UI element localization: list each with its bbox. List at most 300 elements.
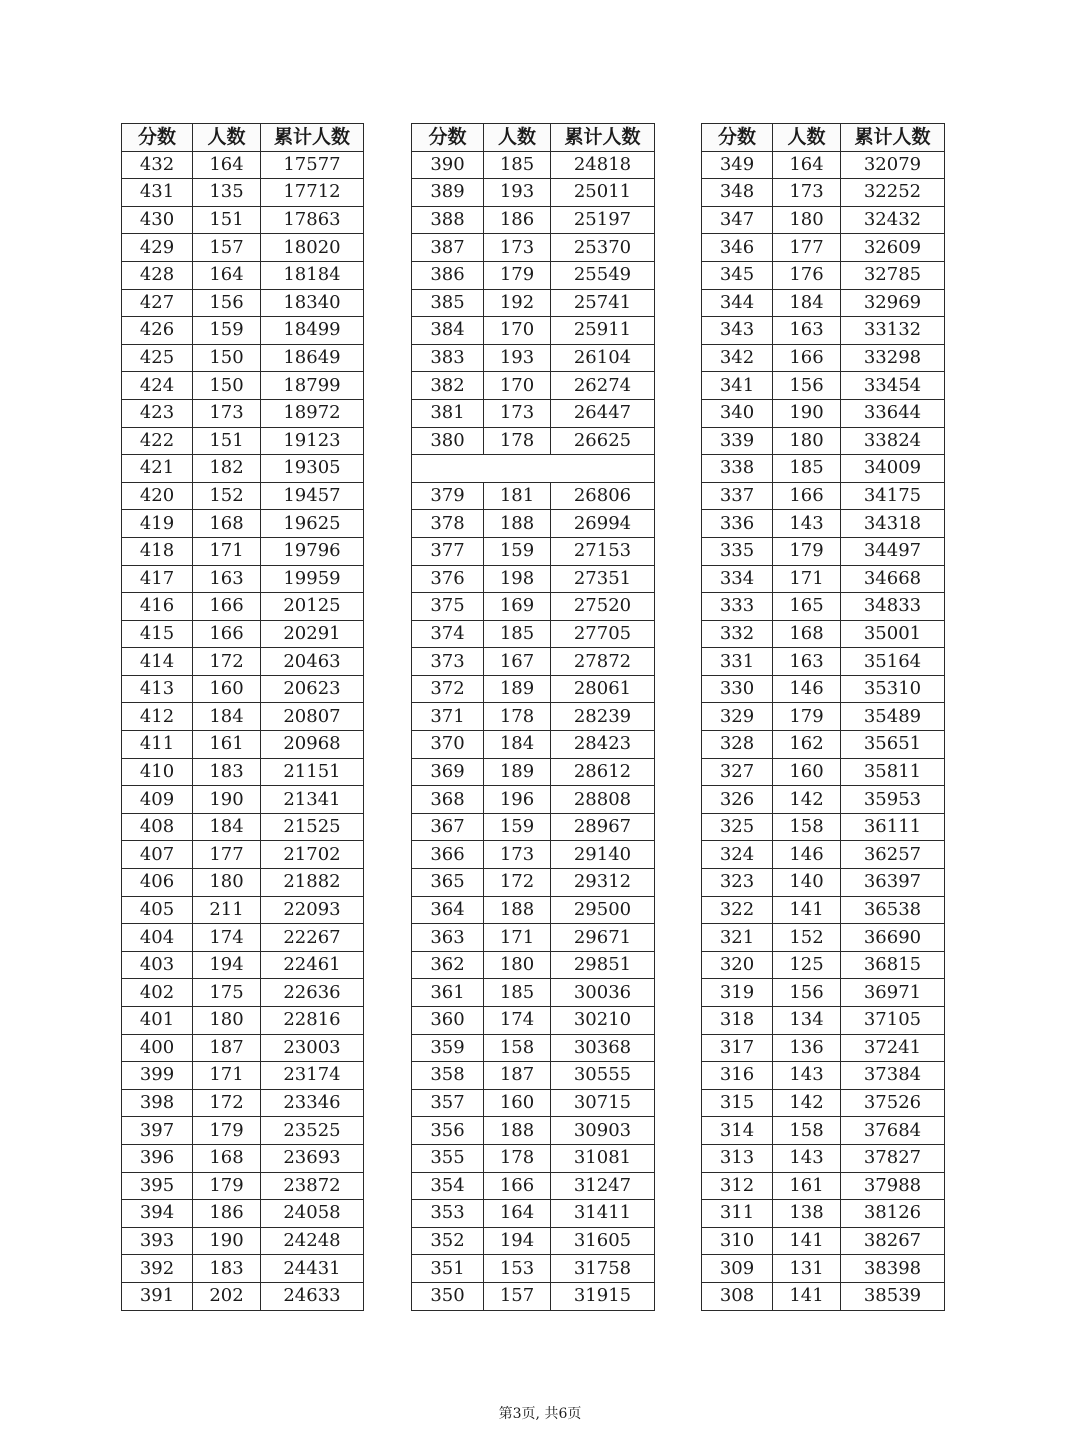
page-number-footer: 第3页, 共6页 bbox=[498, 1406, 582, 1422]
cumulative-cell: 18799 bbox=[261, 372, 364, 400]
count-cell: 180 bbox=[193, 1007, 261, 1035]
cumulative-cell: 21525 bbox=[261, 813, 364, 841]
score-cell: 326 bbox=[702, 786, 773, 814]
cumulative-cell: 25197 bbox=[551, 206, 655, 234]
cumulative-cell: 37684 bbox=[841, 1117, 945, 1145]
count-cell: 159 bbox=[193, 317, 261, 345]
table-row bbox=[122, 841, 364, 869]
table-row bbox=[122, 482, 364, 510]
cumulative-cell: 26806 bbox=[551, 482, 655, 510]
table-row bbox=[702, 813, 945, 841]
cumulative-cell: 29500 bbox=[551, 896, 655, 924]
count-cell: 152 bbox=[773, 924, 841, 952]
table-row bbox=[702, 841, 945, 869]
table-row bbox=[412, 1089, 655, 1117]
cumulative-cell: 38267 bbox=[841, 1227, 945, 1255]
score-cell: 363 bbox=[412, 924, 484, 952]
score-cell: 340 bbox=[702, 399, 773, 427]
cumulative-cell: 26625 bbox=[551, 427, 655, 455]
count-cell: 161 bbox=[773, 1172, 841, 1200]
count-cell: 171 bbox=[193, 1062, 261, 1090]
count-cell: 190 bbox=[193, 1227, 261, 1255]
table-row bbox=[412, 620, 655, 648]
score-cell: 395 bbox=[122, 1172, 193, 1200]
count-cell: 158 bbox=[773, 813, 841, 841]
count-cell: 198 bbox=[484, 565, 551, 593]
table-row bbox=[702, 675, 945, 703]
score-cell: 413 bbox=[122, 675, 193, 703]
cumulative-cell: 19959 bbox=[261, 565, 364, 593]
table-row bbox=[702, 455, 945, 483]
cumulative-cell: 29671 bbox=[551, 924, 655, 952]
count-cell: 166 bbox=[193, 620, 261, 648]
count-cell: 163 bbox=[193, 565, 261, 593]
count-cell: 143 bbox=[773, 1062, 841, 1090]
table-row bbox=[122, 1172, 364, 1200]
score-cell: 421 bbox=[122, 455, 193, 483]
count-cell: 160 bbox=[484, 1089, 551, 1117]
score-cell: 423 bbox=[122, 399, 193, 427]
count-cell: 174 bbox=[193, 924, 261, 952]
score-cell: 333 bbox=[702, 593, 773, 621]
table-row bbox=[412, 289, 655, 317]
table-row bbox=[702, 648, 945, 676]
cumulative-cell: 36257 bbox=[841, 841, 945, 869]
count-cell: 163 bbox=[773, 648, 841, 676]
score-cell: 400 bbox=[122, 1034, 193, 1062]
cumulative-cell: 27705 bbox=[551, 620, 655, 648]
score-cell: 409 bbox=[122, 786, 193, 814]
table-row bbox=[702, 1117, 945, 1145]
cumulative-cell: 24248 bbox=[261, 1227, 364, 1255]
score-cell: 323 bbox=[702, 869, 773, 897]
cumulative-cell: 18499 bbox=[261, 317, 364, 345]
table-row bbox=[702, 1089, 945, 1117]
cumulative-cell: 25549 bbox=[551, 261, 655, 289]
count-cell: 162 bbox=[773, 731, 841, 759]
count-cell: 164 bbox=[773, 151, 841, 179]
count-cell: 170 bbox=[484, 372, 551, 400]
score-cell: 357 bbox=[412, 1089, 484, 1117]
cumulative-cell: 27351 bbox=[551, 565, 655, 593]
score-cell: 394 bbox=[122, 1200, 193, 1228]
cumulative-cell: 23693 bbox=[261, 1144, 364, 1172]
count-cell: 189 bbox=[484, 675, 551, 703]
count-cell: 171 bbox=[773, 565, 841, 593]
cumulative-cell: 30903 bbox=[551, 1117, 655, 1145]
cumulative-cell: 23346 bbox=[261, 1089, 364, 1117]
count-cell: 178 bbox=[484, 703, 551, 731]
cumulative-cell: 23003 bbox=[261, 1034, 364, 1062]
cumulative-cell: 32785 bbox=[841, 261, 945, 289]
table-header-row bbox=[412, 124, 655, 152]
table-row bbox=[122, 1007, 364, 1035]
score-cell: 390 bbox=[412, 151, 484, 179]
count-cell: 156 bbox=[193, 289, 261, 317]
count-cell: 168 bbox=[193, 510, 261, 538]
count-cell: 181 bbox=[484, 482, 551, 510]
table-row bbox=[702, 731, 945, 759]
table-row bbox=[122, 206, 364, 234]
table-row bbox=[412, 234, 655, 262]
count-cell: 169 bbox=[484, 593, 551, 621]
table-row bbox=[122, 565, 364, 593]
table-row bbox=[122, 620, 364, 648]
table-row bbox=[702, 261, 945, 289]
table-row bbox=[702, 1282, 945, 1310]
cumulative-cell: 19457 bbox=[261, 482, 364, 510]
count-cell: 134 bbox=[773, 1007, 841, 1035]
count-cell: 135 bbox=[193, 179, 261, 207]
cumulative-cell: 23525 bbox=[261, 1117, 364, 1145]
table-row bbox=[412, 179, 655, 207]
cumulative-cell: 20125 bbox=[261, 593, 364, 621]
count-cell: 180 bbox=[773, 206, 841, 234]
table-row bbox=[702, 399, 945, 427]
table-row bbox=[122, 510, 364, 538]
cumulative-cell: 27872 bbox=[551, 648, 655, 676]
cumulative-cell: 19796 bbox=[261, 537, 364, 565]
table-row bbox=[412, 786, 655, 814]
cumulative-cell: 34833 bbox=[841, 593, 945, 621]
table-row bbox=[702, 1144, 945, 1172]
count-cell: 166 bbox=[773, 482, 841, 510]
table-row bbox=[122, 703, 364, 731]
table-row bbox=[702, 206, 945, 234]
score-cell: 353 bbox=[412, 1200, 484, 1228]
cumulative-cell: 32252 bbox=[841, 179, 945, 207]
count-cell: 177 bbox=[773, 234, 841, 262]
count-cell: 183 bbox=[193, 1255, 261, 1283]
score-cell: 425 bbox=[122, 344, 193, 372]
table-row bbox=[122, 1034, 364, 1062]
count-cell: 141 bbox=[773, 1227, 841, 1255]
score-cell: 416 bbox=[122, 593, 193, 621]
cumulative-cell: 23174 bbox=[261, 1062, 364, 1090]
count-cell: 188 bbox=[484, 896, 551, 924]
table-row bbox=[412, 399, 655, 427]
score-cell: 414 bbox=[122, 648, 193, 676]
score-cell: 389 bbox=[412, 179, 484, 207]
cumulative-cell: 31915 bbox=[551, 1282, 655, 1310]
score-cell: 366 bbox=[412, 841, 484, 869]
table-row bbox=[122, 261, 364, 289]
cumulative-cell: 35489 bbox=[841, 703, 945, 731]
score-cell: 432 bbox=[122, 151, 193, 179]
table-row bbox=[702, 537, 945, 565]
table-row bbox=[412, 1144, 655, 1172]
table-row bbox=[122, 399, 364, 427]
cumulative-cell: 34175 bbox=[841, 482, 945, 510]
header-count: 人数 bbox=[484, 124, 551, 152]
table-row bbox=[412, 813, 655, 841]
score-cell: 402 bbox=[122, 979, 193, 1007]
cumulative-cell: 22093 bbox=[261, 896, 364, 924]
header-cumulative: 累计人数 bbox=[841, 124, 945, 152]
table-row bbox=[122, 648, 364, 676]
count-cell: 173 bbox=[484, 399, 551, 427]
count-cell: 173 bbox=[484, 841, 551, 869]
cumulative-cell: 19123 bbox=[261, 427, 364, 455]
cumulative-cell: 26274 bbox=[551, 372, 655, 400]
count-cell: 165 bbox=[773, 593, 841, 621]
score-cell: 331 bbox=[702, 648, 773, 676]
table-row bbox=[412, 1034, 655, 1062]
table-row bbox=[412, 841, 655, 869]
score-cell: 315 bbox=[702, 1089, 773, 1117]
count-cell: 180 bbox=[484, 951, 551, 979]
count-cell: 184 bbox=[193, 813, 261, 841]
count-cell: 188 bbox=[484, 1117, 551, 1145]
score-cell: 405 bbox=[122, 896, 193, 924]
count-cell: 172 bbox=[193, 1089, 261, 1117]
cumulative-cell: 36690 bbox=[841, 924, 945, 952]
score-table-3 bbox=[701, 123, 945, 1311]
table-row bbox=[412, 896, 655, 924]
count-cell: 158 bbox=[773, 1117, 841, 1145]
cumulative-cell: 20623 bbox=[261, 675, 364, 703]
cumulative-cell: 32432 bbox=[841, 206, 945, 234]
table-row bbox=[702, 979, 945, 1007]
count-cell: 193 bbox=[484, 344, 551, 372]
count-cell: 178 bbox=[484, 1144, 551, 1172]
count-cell: 177 bbox=[193, 841, 261, 869]
count-cell: 164 bbox=[484, 1200, 551, 1228]
count-cell: 179 bbox=[484, 261, 551, 289]
score-cell: 397 bbox=[122, 1117, 193, 1145]
cumulative-cell: 20291 bbox=[261, 620, 364, 648]
score-cell: 352 bbox=[412, 1227, 484, 1255]
score-cell: 314 bbox=[702, 1117, 773, 1145]
count-cell: 186 bbox=[484, 206, 551, 234]
count-cell: 125 bbox=[773, 951, 841, 979]
cumulative-cell: 27153 bbox=[551, 537, 655, 565]
table-row bbox=[412, 510, 655, 538]
count-cell: 196 bbox=[484, 786, 551, 814]
count-cell: 143 bbox=[773, 1144, 841, 1172]
table-row bbox=[702, 1227, 945, 1255]
table-row bbox=[702, 1172, 945, 1200]
score-cell: 392 bbox=[122, 1255, 193, 1283]
score-cell: 419 bbox=[122, 510, 193, 538]
cumulative-cell: 35953 bbox=[841, 786, 945, 814]
count-cell: 141 bbox=[773, 896, 841, 924]
table-row bbox=[412, 703, 655, 731]
score-cell: 311 bbox=[702, 1200, 773, 1228]
table-row bbox=[702, 924, 945, 952]
table-row bbox=[122, 896, 364, 924]
score-cell: 430 bbox=[122, 206, 193, 234]
score-cell: 377 bbox=[412, 537, 484, 565]
score-cell: 342 bbox=[702, 344, 773, 372]
cumulative-cell: 19625 bbox=[261, 510, 364, 538]
table-row bbox=[702, 482, 945, 510]
count-cell: 164 bbox=[193, 151, 261, 179]
count-cell: 185 bbox=[773, 455, 841, 483]
cumulative-cell: 21882 bbox=[261, 869, 364, 897]
score-cell: 348 bbox=[702, 179, 773, 207]
table-row bbox=[412, 1227, 655, 1255]
cumulative-cell: 26994 bbox=[551, 510, 655, 538]
table-row bbox=[702, 510, 945, 538]
count-cell: 142 bbox=[773, 786, 841, 814]
table-row bbox=[122, 1227, 364, 1255]
table-row bbox=[122, 951, 364, 979]
table-row bbox=[122, 979, 364, 1007]
table-row bbox=[702, 1034, 945, 1062]
count-cell: 156 bbox=[773, 979, 841, 1007]
cumulative-cell: 35310 bbox=[841, 675, 945, 703]
score-cell: 384 bbox=[412, 317, 484, 345]
score-cell: 406 bbox=[122, 869, 193, 897]
score-cell: 371 bbox=[412, 703, 484, 731]
table-row bbox=[412, 1200, 655, 1228]
table-row bbox=[412, 951, 655, 979]
score-cell: 381 bbox=[412, 399, 484, 427]
header-cumulative: 累计人数 bbox=[261, 124, 364, 152]
blank-cell bbox=[412, 455, 655, 483]
table-row bbox=[122, 813, 364, 841]
table-row bbox=[412, 758, 655, 786]
table-row bbox=[412, 151, 655, 179]
count-cell: 187 bbox=[193, 1034, 261, 1062]
score-cell: 393 bbox=[122, 1227, 193, 1255]
cumulative-cell: 31411 bbox=[551, 1200, 655, 1228]
count-cell: 182 bbox=[193, 455, 261, 483]
cumulative-cell: 38539 bbox=[841, 1282, 945, 1310]
count-cell: 152 bbox=[193, 482, 261, 510]
table-row bbox=[702, 1007, 945, 1035]
count-cell: 160 bbox=[773, 758, 841, 786]
cumulative-cell: 18972 bbox=[261, 399, 364, 427]
table-row bbox=[122, 731, 364, 759]
table-row-blank bbox=[412, 455, 655, 483]
score-cell: 341 bbox=[702, 372, 773, 400]
cumulative-cell: 24633 bbox=[261, 1282, 364, 1310]
cumulative-cell: 37526 bbox=[841, 1089, 945, 1117]
score-cell: 365 bbox=[412, 869, 484, 897]
table-row bbox=[412, 317, 655, 345]
score-cell: 313 bbox=[702, 1144, 773, 1172]
cumulative-cell: 27520 bbox=[551, 593, 655, 621]
count-cell: 179 bbox=[773, 703, 841, 731]
score-table-2 bbox=[411, 123, 655, 1311]
cumulative-cell: 22816 bbox=[261, 1007, 364, 1035]
cumulative-cell: 33824 bbox=[841, 427, 945, 455]
count-cell: 173 bbox=[484, 234, 551, 262]
table-row bbox=[702, 289, 945, 317]
score-table-1 bbox=[121, 123, 364, 1311]
count-cell: 156 bbox=[773, 372, 841, 400]
cumulative-cell: 36971 bbox=[841, 979, 945, 1007]
score-cell: 356 bbox=[412, 1117, 484, 1145]
count-cell: 166 bbox=[193, 593, 261, 621]
count-cell: 180 bbox=[773, 427, 841, 455]
cumulative-cell: 21702 bbox=[261, 841, 364, 869]
cumulative-cell: 34318 bbox=[841, 510, 945, 538]
count-cell: 172 bbox=[193, 648, 261, 676]
cumulative-cell: 35651 bbox=[841, 731, 945, 759]
score-cell: 383 bbox=[412, 344, 484, 372]
table-row bbox=[122, 786, 364, 814]
count-cell: 158 bbox=[484, 1034, 551, 1062]
table-row bbox=[122, 1144, 364, 1172]
table-row bbox=[122, 151, 364, 179]
cumulative-cell: 32969 bbox=[841, 289, 945, 317]
score-cell: 312 bbox=[702, 1172, 773, 1200]
count-cell: 193 bbox=[484, 179, 551, 207]
count-cell: 185 bbox=[484, 979, 551, 1007]
score-cell: 327 bbox=[702, 758, 773, 786]
table-row bbox=[412, 537, 655, 565]
cumulative-cell: 24431 bbox=[261, 1255, 364, 1283]
cumulative-cell: 20968 bbox=[261, 731, 364, 759]
count-cell: 131 bbox=[773, 1255, 841, 1283]
cumulative-cell: 24058 bbox=[261, 1200, 364, 1228]
table-row bbox=[702, 234, 945, 262]
cumulative-cell: 30210 bbox=[551, 1007, 655, 1035]
table-row bbox=[702, 951, 945, 979]
score-cell: 375 bbox=[412, 593, 484, 621]
count-cell: 136 bbox=[773, 1034, 841, 1062]
table-row bbox=[122, 1282, 364, 1310]
cumulative-cell: 25370 bbox=[551, 234, 655, 262]
score-cell: 350 bbox=[412, 1282, 484, 1310]
score-cell: 376 bbox=[412, 565, 484, 593]
score-cell: 382 bbox=[412, 372, 484, 400]
count-cell: 157 bbox=[484, 1282, 551, 1310]
count-cell: 173 bbox=[773, 179, 841, 207]
count-cell: 172 bbox=[484, 869, 551, 897]
cumulative-cell: 25911 bbox=[551, 317, 655, 345]
cumulative-cell: 33298 bbox=[841, 344, 945, 372]
score-cell: 415 bbox=[122, 620, 193, 648]
count-cell: 161 bbox=[193, 731, 261, 759]
score-cell: 380 bbox=[412, 427, 484, 455]
count-cell: 184 bbox=[193, 703, 261, 731]
table-row bbox=[412, 1282, 655, 1310]
score-cell: 325 bbox=[702, 813, 773, 841]
table-row bbox=[122, 675, 364, 703]
cumulative-cell: 29851 bbox=[551, 951, 655, 979]
count-cell: 166 bbox=[773, 344, 841, 372]
cumulative-cell: 37384 bbox=[841, 1062, 945, 1090]
count-cell: 157 bbox=[193, 234, 261, 262]
count-cell: 151 bbox=[193, 206, 261, 234]
count-cell: 163 bbox=[773, 317, 841, 345]
table-row bbox=[122, 1255, 364, 1283]
table-row bbox=[702, 1062, 945, 1090]
score-cell: 424 bbox=[122, 372, 193, 400]
count-cell: 178 bbox=[484, 427, 551, 455]
count-cell: 150 bbox=[193, 372, 261, 400]
score-cell: 429 bbox=[122, 234, 193, 262]
score-cell: 345 bbox=[702, 261, 773, 289]
cumulative-cell: 29312 bbox=[551, 869, 655, 897]
cumulative-cell: 38126 bbox=[841, 1200, 945, 1228]
count-cell: 168 bbox=[773, 620, 841, 648]
count-cell: 146 bbox=[773, 675, 841, 703]
score-cell: 358 bbox=[412, 1062, 484, 1090]
cumulative-cell: 31081 bbox=[551, 1144, 655, 1172]
score-cell: 317 bbox=[702, 1034, 773, 1062]
score-cell: 328 bbox=[702, 731, 773, 759]
score-cell: 391 bbox=[122, 1282, 193, 1310]
score-cell: 410 bbox=[122, 758, 193, 786]
table-row bbox=[412, 1062, 655, 1090]
score-cell: 387 bbox=[412, 234, 484, 262]
table-row bbox=[702, 151, 945, 179]
